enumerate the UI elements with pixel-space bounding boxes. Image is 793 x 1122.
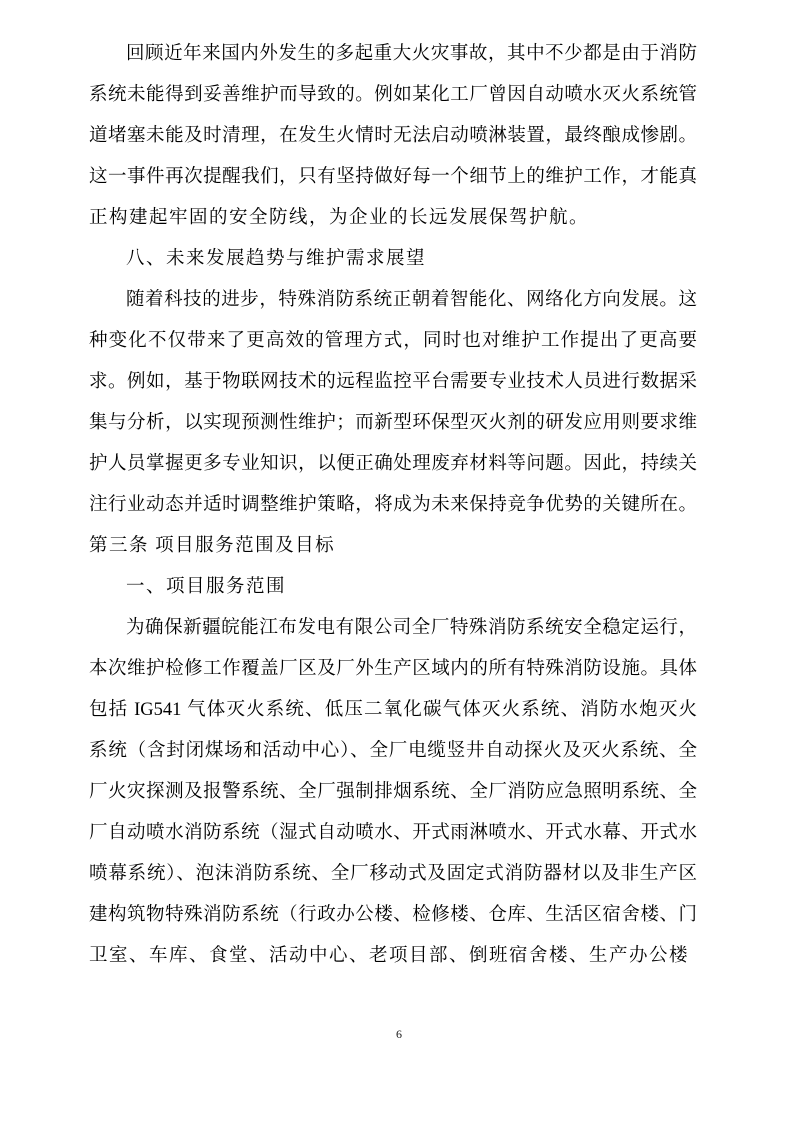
text-line: 系统（含封闭煤场和活动中心）、全厂电缆竖井自动探火及灭火系统、全: [89, 741, 697, 761]
sub-heading-service-scope: [89, 567, 697, 608]
text-line: 注行业动态并适时调整维护策略，将成为未来保持竞争优势的关键所在。: [89, 495, 697, 515]
text-line: 喷幕系统）、泡沫消防系统、全厂移动式及固定式消防器材以及非生产区: [89, 864, 697, 884]
text-line: 求。例如，基于物联网技术的远程监控平台需要专业技术人员进行数据采: [89, 372, 697, 392]
text-line: 这一事件再次提醒我们，只有坚持做好每一个细节上的维护工作，才能真: [89, 167, 697, 187]
paragraph-service-scope: [89, 608, 697, 977]
text-line: 第三条 项目服务范围及目标: [89, 536, 336, 556]
text-line: 八、未来发展趋势与维护需求展望: [126, 249, 427, 269]
text-line: 厂自动喷水消防系统（湿式自动喷水、开式雨淋喷水、开式水幕、开式水: [89, 823, 697, 843]
text-line: 包括 IG541 气体灭火系统、低压二氧化碳气体灭火系统、消防水炮灭火: [89, 700, 697, 720]
text-line: 道堵塞未能及时清理，在发生火情时无法启动喷淋装置，最终酿成惨剧。: [89, 126, 697, 146]
paragraph-future-trends: [89, 280, 697, 526]
text-line: 集与分析，以实现预测性维护；而新型环保型灭火剂的研发应用则要求维: [89, 413, 697, 433]
document-body: [89, 34, 697, 977]
text-line: 卫室、车库、食堂、活动中心、老项目部、倒班宿舍楼、生产办公楼: [89, 946, 690, 966]
paragraph-accident-review: [89, 34, 697, 239]
text-line: 随着科技的进步，特殊消防系统正朝着智能化、网络化方向发展。这: [126, 290, 697, 310]
text-line: 厂火灾探测及报警系统、全厂强制排烟系统、全厂消防应急照明系统、全: [89, 782, 697, 802]
sub-heading-future-trends: [89, 239, 697, 280]
text-line: 本次维护检修工作覆盖厂区及厂外生产区域内的所有特殊消防设施。具体: [89, 659, 697, 679]
section-heading-article-3: [89, 526, 697, 567]
text-line: 回顾近年来国内外发生的多起重大火灾事故，其中不少都是由于消防: [126, 44, 697, 64]
text-line: 建构筑物特殊消防系统（行政办公楼、检修楼、仓库、生活区宿舍楼、门: [89, 905, 697, 925]
text-line: 为确保新疆皖能江布发电有限公司全厂特殊消防系统安全稳定运行，: [126, 618, 697, 638]
page-number: 6: [396, 1027, 402, 1041]
text-line: 护人员掌握更多专业知识，以便正确处理废弃材料等问题。因此，持续关: [89, 454, 697, 474]
text-line: 一、项目服务范围: [126, 577, 287, 597]
text-line: 系统未能得到妥善维护而导致的。例如某化工厂曾因自动喷水灭火系统管: [89, 85, 697, 105]
text-line: 种变化不仅带来了更高效的管理方式，同时也对维护工作提出了更高要: [89, 331, 697, 351]
text-line: 正构建起牢固的安全防线，为企业的长远发展保驾护航。: [89, 208, 590, 228]
